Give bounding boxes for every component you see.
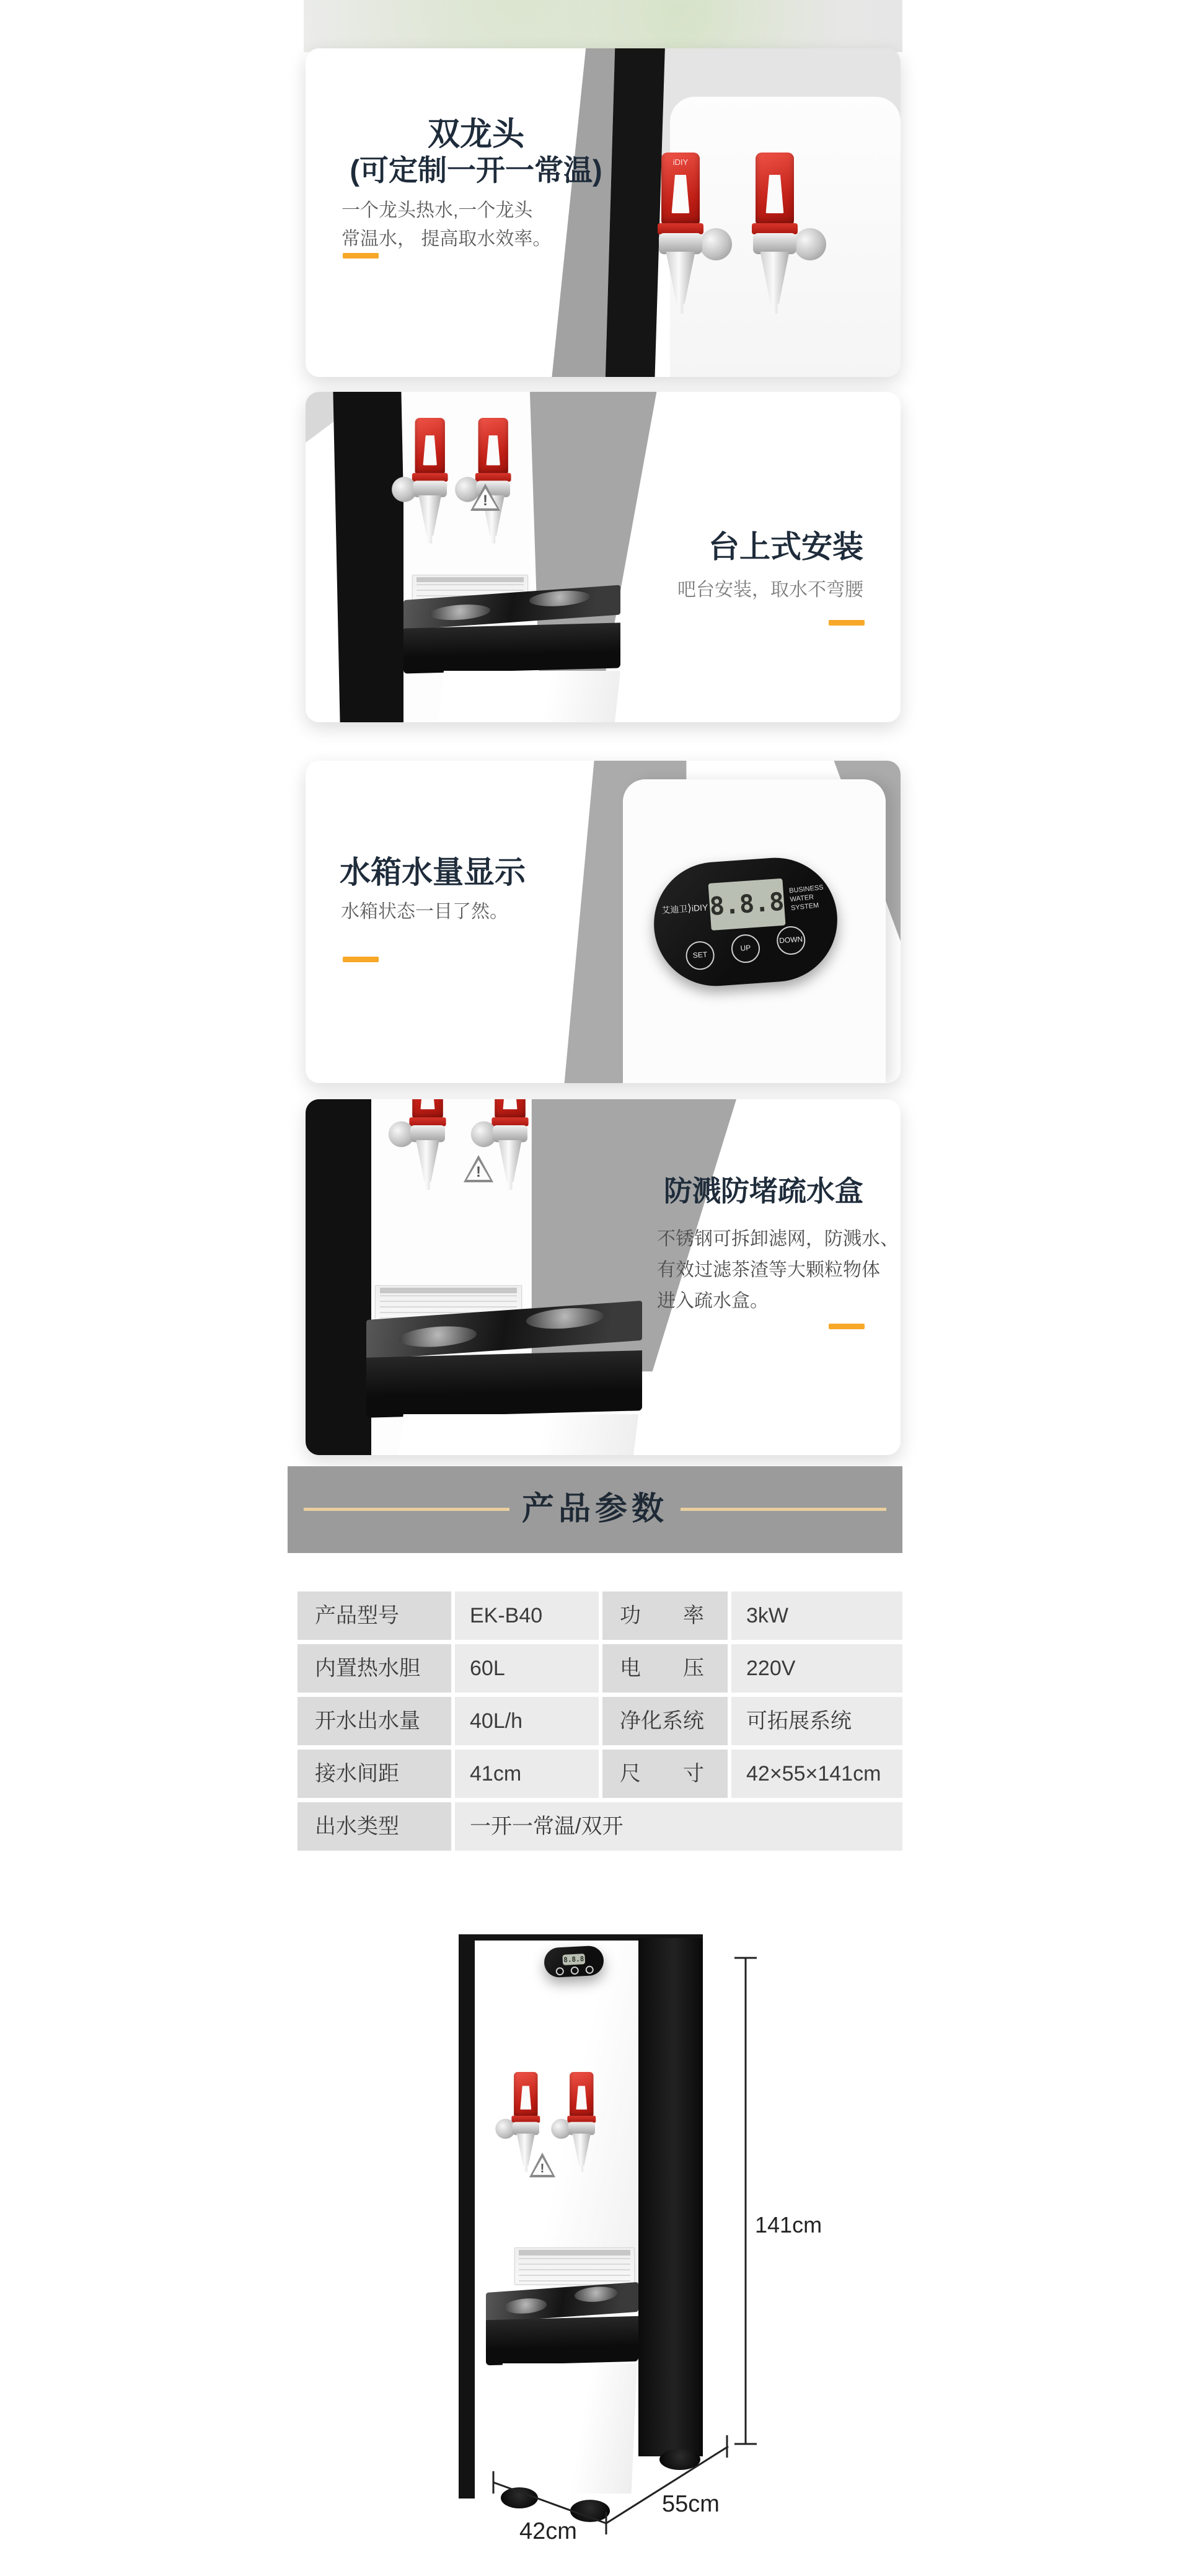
spec-table xyxy=(298,1591,902,1855)
faucet-handle xyxy=(661,153,700,226)
cell-value: 60L xyxy=(455,1644,599,1693)
feature-card-dual-faucet xyxy=(306,48,901,377)
accent-dash xyxy=(343,957,379,962)
feature-body-line: 一个龙头热水,一个龙头 xyxy=(342,200,533,221)
faucet-icon xyxy=(640,153,721,339)
up-button[interactable]: UP xyxy=(730,934,760,964)
dimension-lines xyxy=(446,1934,793,2576)
feature-title: 水箱水量显示 xyxy=(340,855,526,890)
table-row xyxy=(298,1644,902,1693)
drain-box xyxy=(366,1320,642,1414)
header-line-left xyxy=(304,1508,509,1511)
cell-label: 内置热水胆 xyxy=(298,1644,451,1693)
cell-value: 42×55×141cm xyxy=(731,1750,902,1798)
section-header xyxy=(288,1466,902,1553)
faucet-icon xyxy=(395,1099,460,1210)
dim-height-label: 141cm xyxy=(755,2212,822,2237)
cell-value: 一开一常温/双开 xyxy=(455,1802,902,1851)
warning-icon: ! xyxy=(529,2153,555,2177)
cell-label: 出水类型 xyxy=(298,1802,451,1851)
faucet-icon xyxy=(734,153,815,339)
cell-label: 净化系统 xyxy=(602,1697,728,1745)
cell-label: 开水出水量 xyxy=(298,1697,451,1745)
product-figure xyxy=(446,1934,822,2576)
accent-dash xyxy=(829,1324,865,1329)
accent-dash xyxy=(829,620,865,626)
table-row xyxy=(298,1697,902,1745)
machine-side-column xyxy=(306,1099,371,1455)
section-title: 产品参数 xyxy=(521,1491,668,1527)
feature-body-line: 进入疏水盒。 xyxy=(657,1291,769,1311)
feature-card-drain-box xyxy=(306,1099,901,1455)
table-row xyxy=(298,1591,902,1640)
down-button[interactable]: DOWN xyxy=(776,925,806,955)
cell-value: EK-B40 xyxy=(455,1591,599,1640)
lcd-digits: 8.8.8 xyxy=(708,887,785,921)
warning-icon: ! xyxy=(470,484,500,511)
cell-value: 220V xyxy=(731,1644,902,1693)
feature-title: 台上式安装 xyxy=(708,529,863,564)
cell-label: 功 率 xyxy=(602,1591,728,1640)
feature-body-line: 吧台安装，取水不弯腰 xyxy=(677,580,863,600)
drain-box xyxy=(403,600,620,671)
cell-value: 可拓展系统 xyxy=(731,1697,902,1745)
table-row xyxy=(298,1802,902,1851)
accent-dash xyxy=(343,253,379,259)
feature-card-countertop xyxy=(306,392,901,722)
table-row xyxy=(298,1750,902,1798)
brand-logo: 艾迪卫⟩iDIY xyxy=(661,902,708,916)
faucet-logo: iDIY xyxy=(672,157,689,167)
feature-body-line: 不锈钢可拆卸滤网，防溅水、 xyxy=(657,1229,899,1249)
system-label: BUSINESS WATER SYSTEM xyxy=(788,883,824,912)
warning-icon: ! xyxy=(464,1155,493,1182)
cell-value: 40L/h xyxy=(455,1697,599,1745)
cell-label: 产品型号 xyxy=(298,1591,451,1640)
feature-title: 双龙头 xyxy=(427,117,524,153)
feature-body-line: 常温水， 提高取水效率。 xyxy=(342,229,552,249)
control-panel: 8.8.8 xyxy=(544,1945,604,1978)
cell-label: 尺 寸 xyxy=(602,1750,728,1798)
cell-label: 电 压 xyxy=(602,1644,728,1693)
cell-value: 3kW xyxy=(731,1591,902,1640)
machine-pedestal xyxy=(434,671,620,722)
machine-pedestal xyxy=(394,1414,638,1455)
top-photo-strip xyxy=(304,0,902,52)
cell-label: 接水间距 xyxy=(298,1750,451,1798)
feature-title: 防溅防堵疏水盒 xyxy=(664,1175,863,1207)
feature-card-water-level xyxy=(306,761,901,1083)
dim-width-label: 42cm xyxy=(519,2518,577,2544)
machine-side-column xyxy=(333,392,408,722)
dim-depth-label: 55cm xyxy=(662,2491,720,2517)
feature-body-line: 有效过滤茶渣等大颗粒物体 xyxy=(657,1260,880,1280)
faucet-icon xyxy=(399,418,461,563)
set-button[interactable]: SET xyxy=(685,941,715,971)
faucet-icon xyxy=(478,1099,542,1210)
feature-subtitle: (可定制一开一常温) xyxy=(350,154,602,187)
header-line-right xyxy=(681,1508,886,1511)
cell-value: 41cm xyxy=(455,1750,599,1798)
lcd-display xyxy=(708,879,786,931)
feature-body-line: 水箱状态一目了然。 xyxy=(341,901,508,922)
